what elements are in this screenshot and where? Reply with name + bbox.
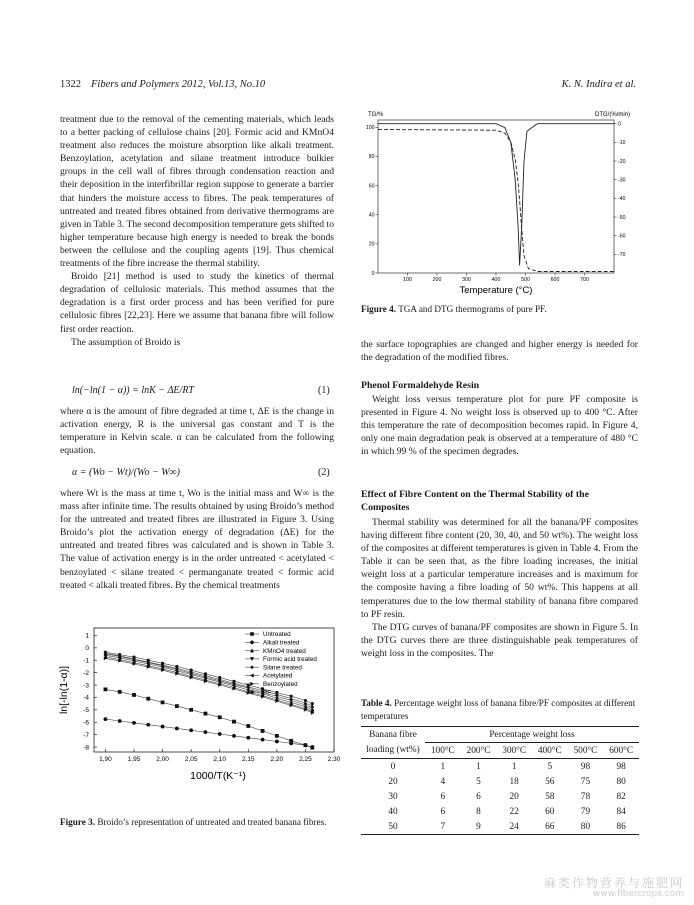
y-tick-label: 40 — [368, 212, 375, 219]
figure-label: Figure 4. — [361, 304, 397, 314]
table-cell: 84 — [616, 806, 626, 817]
y-right-tick-label: -10 — [618, 140, 626, 147]
y-right-tick-label: 0 — [618, 121, 621, 128]
y-tick-label: -8 — [83, 744, 89, 752]
table-cell: 80 — [616, 776, 626, 787]
y-right-tick-label: -60 — [618, 233, 626, 240]
table-cell: 18 — [509, 776, 519, 787]
table-cell: 7 — [425, 819, 461, 835]
group-header: Percentage weight loss — [425, 727, 639, 743]
data-point — [104, 688, 107, 691]
table-cell: 78 — [580, 791, 591, 802]
legend-marker — [251, 633, 254, 636]
table-cell: 30 — [388, 791, 398, 802]
table-row — [361, 759, 639, 775]
watermark-url: www.fibercrops.com — [593, 889, 684, 899]
y-tick-label: 100 — [365, 125, 375, 132]
data-point — [118, 719, 121, 722]
data-point — [304, 744, 307, 747]
legend-marker — [251, 682, 254, 685]
figure-label: Figure 3. — [60, 817, 96, 827]
x-tick-label: 200 — [432, 277, 442, 283]
column-header: 600°C — [603, 743, 639, 759]
x-tick-label: 700 — [580, 277, 589, 283]
page-number: 1322 — [60, 79, 81, 90]
data-point — [275, 734, 278, 737]
data-point — [161, 725, 164, 728]
x-tick-label: 400 — [491, 277, 501, 283]
legend-marker — [251, 674, 254, 677]
y-tick-label: 80 — [368, 154, 375, 161]
plot-frame — [378, 120, 614, 273]
y-tick-label: 0 — [371, 270, 375, 277]
table-cell: 98 — [616, 761, 626, 772]
x-tick-label: 2,25 — [299, 756, 312, 763]
paragraph: the surface topographies are changed and higher energy is needed for the degradation of the modified fibres. — [361, 339, 638, 364]
table-cell: 4 — [440, 776, 446, 787]
y-tick-label: 1 — [85, 632, 89, 640]
table-row — [361, 819, 639, 835]
legend-marker — [251, 666, 254, 669]
table-cell: 6 — [440, 806, 446, 817]
figure-4-tga-dtg — [360, 108, 632, 296]
y-tick-label: -5 — [83, 707, 89, 715]
left-text-top — [60, 113, 334, 349]
y-right-tick-label: -40 — [618, 196, 626, 203]
table-cell: 8 — [476, 806, 481, 817]
y-axis-label: ln[-ln(1-α)] — [58, 665, 70, 715]
x-tick-label: 2,30 — [327, 756, 341, 763]
y-tick-label: -2 — [83, 669, 89, 677]
table-cell: 20 — [388, 776, 398, 787]
table-cell: 86 — [603, 819, 639, 835]
x-tick-label: 2,05 — [184, 756, 198, 763]
legend-marker — [251, 649, 254, 652]
series-pf — [104, 718, 314, 749]
x-tick-label: 1,90 — [99, 756, 112, 763]
row-header-line1: Banana fibre — [361, 727, 425, 743]
row-header-line2: loading (wt%) — [361, 743, 425, 759]
section-heading-fibre-content: Effect of Fibre Content on the Thermal Stability of the Composites — [361, 489, 589, 513]
table-cell: 1 — [511, 761, 517, 772]
series-line — [105, 719, 312, 747]
x-tick-label: 100 — [403, 277, 412, 283]
running-journal-title: Fibers and Polymers 2012, Vol.13, No.10 — [91, 79, 266, 90]
y-tick-label: -3 — [83, 682, 89, 690]
paragraph: Weight loss versus temperature plot for pure PF composite is presented in Figure 4. No weight loss is observed up to 400 °C. After this temperature the rate of decomposition becomes rapid. In Figure 4, only one main degradation peak is observed at a temperature of 480 °C in which 99 % of the specimen degrades. — [361, 394, 638, 458]
paragraph: The DTG curves of banana/PF composites are shown in Figure 5. In the DTG curves there are three distinguishable peak temperatures of weight loss in the composites. The — [361, 621, 638, 659]
column-header: 100°C — [425, 743, 461, 759]
tg-curve — [378, 130, 614, 272]
table-cell: 98 — [580, 761, 591, 772]
paragraph: The assumption of Broido is — [71, 336, 181, 348]
table-row — [361, 804, 639, 819]
data-point — [175, 727, 178, 730]
table-cell: 0 — [390, 761, 396, 772]
y-tick-label: 0 — [85, 645, 89, 653]
caption-text: Broido’s representation of untreated and treated banana fibres. — [97, 817, 327, 827]
right-axis-label: DTG/(%/min) — [595, 112, 630, 118]
y-right-tick-label: -30 — [618, 177, 626, 184]
paragraph: Thermal stability was determined for all the banana/PF composites having different fibre content (20, 30, 40, and 50 wt%). The weight loss of the composites at different temperatures is given in Table 4. From the Table it can be seen that, as the fibre loading increases, the initial weight loss at a particular temperature increases and is maximum for the composite having a fibre loading of 50 wt%. This happens at all temperatures due to the low thermal stability of banana fibre compared to PF resin. — [361, 517, 638, 620]
legend-label: KMnO4 treated — [263, 647, 306, 655]
right-text-a — [361, 338, 638, 364]
legend-marker — [251, 641, 254, 644]
table-cell: 5 — [547, 761, 553, 772]
paragraph: where Wt is the mass at time t, Wo is the initial mass and W∞ is the mass after infinite time. The results obtained by using Broido’s method for the untreated and treated fibres are illustrated in Figure 3. Using Broido’s plot the activation energy of degradation (ΔE) for the untreated and treated fibres was calculated and is shown in Table 3. The value of activation energy is in the order untreated < acetylated < benzoylated < silane treated < permanganate treated < formic acid treated < alkali treated fibres. By the chemical treatments — [60, 488, 334, 591]
x-tick-label: 600 — [550, 277, 560, 283]
equation-2: α = (Wo − Wt)/(Wo − W∞) — [72, 467, 180, 478]
equation-2-number: (2) — [318, 467, 330, 478]
caption-text: Percentage weight loss of banana fibre/PF composites at different temperatures — [361, 698, 636, 721]
table-cell: 66 — [532, 819, 568, 835]
data-point — [275, 740, 278, 743]
column-header: 200°C — [461, 743, 497, 759]
legend-label: Formic acid treated — [263, 656, 317, 664]
x-axis-label: Temperature (°C) — [459, 285, 533, 296]
table-cell: 9 — [461, 819, 497, 835]
data-point — [218, 716, 221, 719]
data-point — [132, 721, 135, 724]
data-point — [204, 731, 207, 734]
data-point — [190, 708, 193, 711]
x-tick-label: 2,20 — [270, 756, 284, 763]
right-text-c — [361, 516, 638, 660]
table-cell: 75 — [580, 776, 591, 787]
figure-3-broido-plot — [58, 621, 343, 781]
x-tick-label: 2,00 — [156, 756, 169, 763]
column-header: 500°C — [568, 743, 604, 759]
data-point — [247, 724, 250, 727]
table-row — [361, 774, 639, 789]
left-text-mid — [60, 405, 334, 457]
data-point — [161, 701, 164, 704]
data-point — [204, 712, 207, 715]
table-label: Table 4. — [361, 698, 392, 708]
data-point — [147, 723, 150, 726]
data-point — [218, 732, 221, 735]
data-point — [290, 742, 293, 745]
column-header: 400°C — [532, 743, 568, 759]
table-cell: 82 — [616, 791, 626, 802]
legend-marker — [251, 691, 254, 694]
data-point — [261, 738, 264, 741]
y-tick-label: -4 — [83, 694, 89, 702]
data-point — [132, 693, 135, 696]
left-text-bottom — [60, 487, 334, 592]
y-tick-label: 20 — [368, 241, 375, 248]
x-tick-label: 2,15 — [241, 756, 255, 763]
legend-label: Benzoylated — [263, 681, 298, 688]
table-cell: 20 — [509, 791, 519, 802]
figure-3-caption — [60, 816, 336, 829]
data-point — [261, 729, 264, 732]
table-cell: 24 — [496, 819, 532, 835]
equation-1-number: (1) — [318, 385, 330, 396]
table-cell: 40 — [388, 806, 398, 817]
x-axis-label: 1000/T(K⁻¹) — [190, 770, 246, 781]
table-4-caption — [361, 697, 639, 722]
table-cell: 60 — [545, 806, 555, 817]
x-tick-label: 300 — [462, 277, 471, 283]
legend-label: Alkali treated — [263, 639, 300, 647]
figure-4-caption — [361, 303, 639, 316]
legend-label: PF — [263, 689, 272, 697]
y-right-tick-label: -50 — [618, 214, 626, 221]
series-line — [105, 689, 312, 747]
data-point — [232, 720, 235, 723]
y-tick-label: -1 — [83, 657, 89, 665]
table-row — [361, 789, 639, 804]
table-cell: 6 — [440, 791, 446, 802]
legend-label: Acetylated — [263, 672, 293, 680]
column-header: 300°C — [496, 743, 532, 759]
y-right-tick-label: -70 — [618, 252, 626, 259]
y-tick-label: 60 — [368, 183, 375, 190]
equation-1: ln(−ln(1 − α)) = lnK − ΔE/RT — [72, 385, 194, 396]
y-tick-label: -6 — [83, 719, 89, 727]
x-tick-label: 500 — [521, 277, 530, 283]
table-4 — [361, 726, 639, 835]
watermark-logo: 麻类作物营养与施肥网 — [543, 876, 684, 890]
legend-label: Untreated — [263, 631, 291, 639]
legend-label: Silane treated — [263, 664, 302, 672]
data-point — [104, 718, 107, 721]
y-tick-label: -7 — [83, 731, 89, 739]
table-cell: 58 — [545, 791, 555, 802]
data-point — [232, 734, 235, 737]
table-cell: 80 — [568, 819, 604, 835]
right-text-b — [361, 393, 638, 458]
dtg-curve — [378, 124, 614, 266]
data-point — [118, 690, 121, 693]
series-untreated — [104, 688, 314, 749]
data-point — [175, 705, 178, 708]
left-axis-label: TG/% — [368, 112, 384, 118]
data-point — [190, 729, 193, 732]
data-point — [311, 745, 314, 748]
paragraph: treatment due to the removal of the cementing materials, which leads to a better packing of cellulose chains [20]. Formic acid and KMnO4 treatment also reduces the moisture absorption like alkali treatment. Benzoylation, acetylation and silane treatment introduce bulkier groups in the cell wall of fibres through condensation reaction and their deposition in the interfibrillar region suppose to generate a barrier that hinders the moisture access to fibres. The peak temperatures of untreated and treated fibres obtained from derivative thermograms are given in Table 3. The second decomposition temperature gets shifted to higher temperature because high energy is needed to break the bonds between the cellulose and the coupling agents [19]. Thus chemical treatments of the fibre increase the thermal stability. — [60, 114, 334, 270]
table-cell: 5 — [476, 776, 481, 787]
caption-text: TGA and DTG thermograms of pure PF. — [398, 304, 547, 314]
table-cell: 56 — [545, 776, 555, 787]
y-right-tick-label: -20 — [618, 158, 626, 165]
paragraph: where α is the amount of fibre degraded at time t, ΔE is the change in activation energy, R is the universal gas constant and T is the temperature in Kelvin scale. α can be calculated from the following equation. — [60, 406, 334, 457]
table-cell: 22 — [509, 806, 519, 817]
data-point — [247, 736, 250, 739]
table-cell: 1 — [440, 761, 446, 772]
x-tick-label: 2,10 — [213, 756, 227, 763]
running-authors: K. N. Indira et al. — [561, 79, 636, 90]
x-tick-label: 1,95 — [127, 756, 141, 763]
table-cell: 79 — [580, 806, 591, 817]
table-cell: 6 — [476, 791, 481, 802]
legend-marker — [251, 657, 254, 660]
table-cell: 50 — [361, 819, 425, 835]
table-cell: 1 — [476, 761, 481, 772]
paragraph: Broido [21] method is used to study the kinetics of thermal degradation of cellulosic materials. This method assumes that the degradation is a first order process and has been verified for pure cellulosic fibres [22,23]. Here we assume that banana fibre will follow first order reaction. — [60, 271, 334, 335]
data-point — [147, 697, 150, 700]
section-heading-pf-resin: Phenol Formaldehyde Resin — [361, 380, 480, 391]
